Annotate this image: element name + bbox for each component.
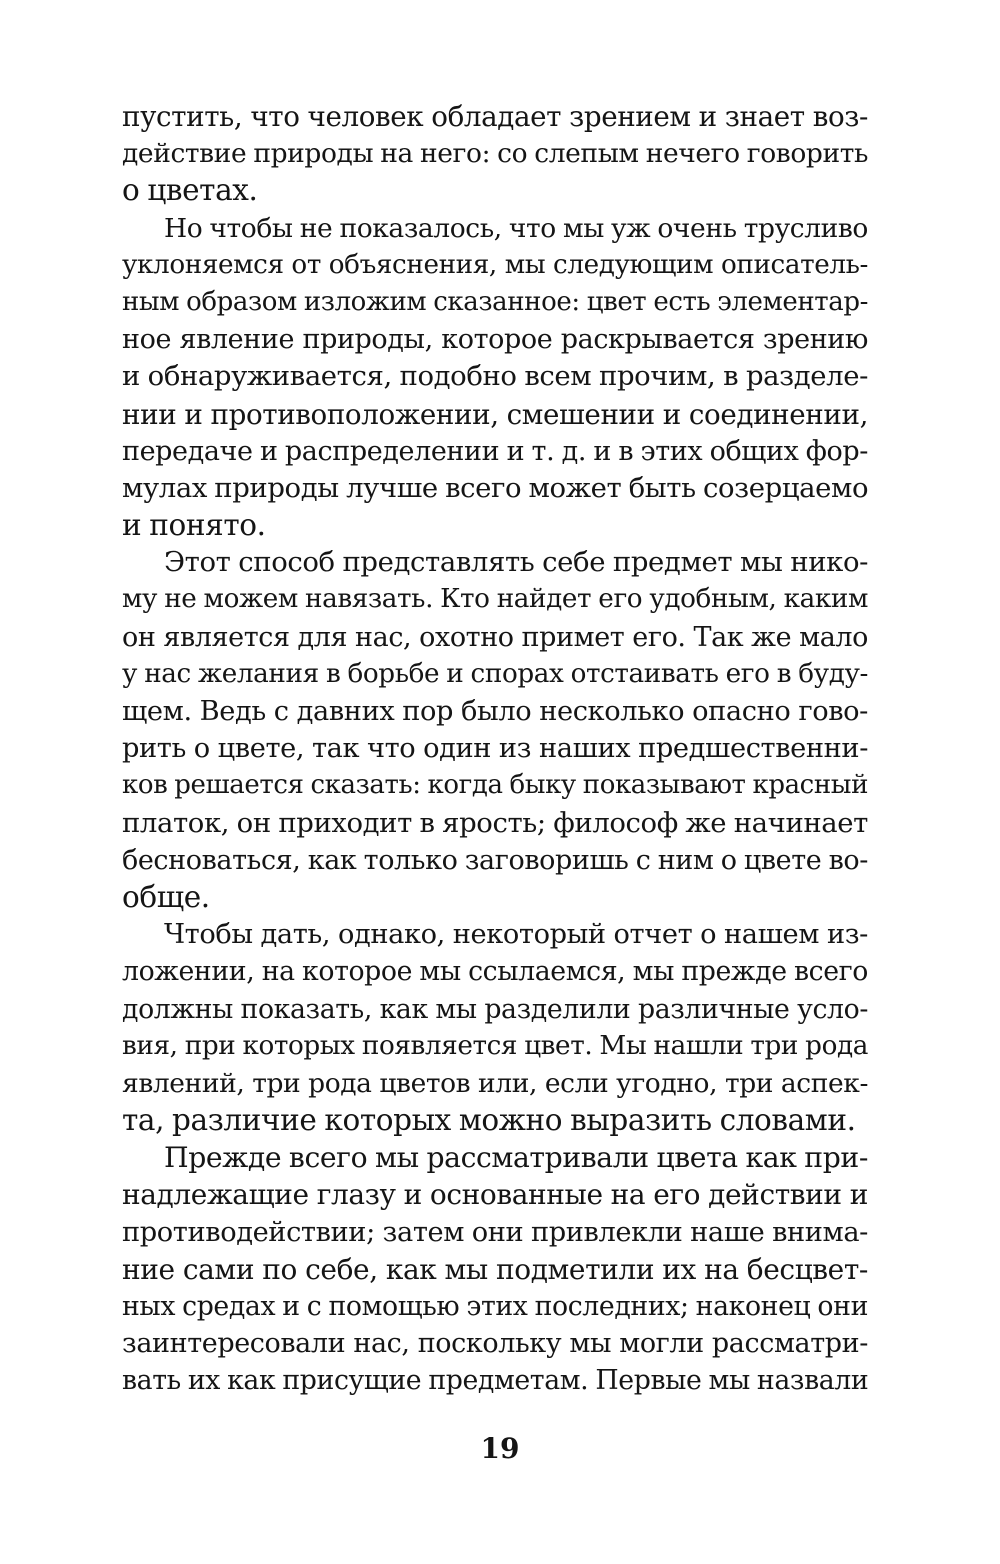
text-line: противодействии; затем они привлекли наше внима- [122,1216,868,1248]
text-line: ным образом изложим сказанное: цвет есть элементар- [122,286,868,317]
text-line: Этот способ представлять себе предмет мы нико- [164,546,868,579]
text-line: ных средах и с помощью этих последних; наконец они [122,1291,868,1322]
text-line: Но чтобы не показалось, что мы уж очень трусливо [164,212,868,244]
text-line: вия, при которых появляется цвет. Мы нашли три рода [122,1030,868,1061]
text-line: передаче и распределении и т. д. и в этих общих фор- [122,435,868,467]
text-line: нии и противоположении, смешении и соединении, [122,397,868,431]
text-line: вать их как присущие предметам. Первые мы назвали [122,1365,869,1397]
page-number: 19 [480,1432,520,1465]
text-line: явлений, три рода цветов или, если угодно, три аспек- [122,1067,868,1099]
text-line: Чтобы дать, однако, некоторый отчет о нашем из- [164,919,868,951]
text-line: о цветах. [122,173,258,208]
text-line: ков решается сказать: когда быку показывают красный [122,770,868,801]
text-line: уклоняемся от объяснения, мы следующим описатель- [122,249,868,280]
text-line: заинтересовали нас, поскольку мы могли рассматри- [122,1328,868,1360]
text-line: Прежде всего мы рассматривали цвета как при- [164,1141,868,1175]
text-line: рить о цвете, так что один из наших предшественни- [122,733,868,765]
text-line: щем. Ведь с давних пор было несколько опасно гово- [122,696,868,727]
text-line: му не можем навязать. Кто найдет его удобным, каким [122,584,868,615]
text-line: та, различие которых можно выразить словами. [122,1103,856,1138]
text-line: мулах природы лучше всего может быть созерцаемо [122,471,869,504]
text-line: у нас желания в борьбе и спорах отстаивать его в буду- [122,658,868,689]
text-line: и обнаруживается, подобно всем прочим, в разделе- [122,360,868,393]
text-line: пустить, что человек обладает зрением и знает воз- [122,100,868,133]
text-line: платок, он приходит в ярость; философ же начинает [122,806,868,839]
text-line: и понято. [122,508,266,543]
text-line: он является для нас, охотно примет его. Так же мало [122,621,868,653]
text-line: обще. [122,879,210,914]
text-line: бесноваться, как только заговоришь с ним о цвете во- [122,844,868,876]
page-body-text [122,98,868,1400]
text-line: действие природы на него: со слепым нечего говорить [122,138,868,170]
text-line: ное явление природы, которое раскрывается зрению [122,324,868,356]
text-line: должны показать, как мы разделили различные усло- [122,993,868,1025]
text-line: ложении, на которое мы ссылаемся, мы прежде всего [122,956,868,988]
text-line: надлежащие глазу и основанные на его действии и [122,1178,868,1212]
text-line: ние сами по себе, как мы подметили их на бесцвет- [122,1252,868,1286]
